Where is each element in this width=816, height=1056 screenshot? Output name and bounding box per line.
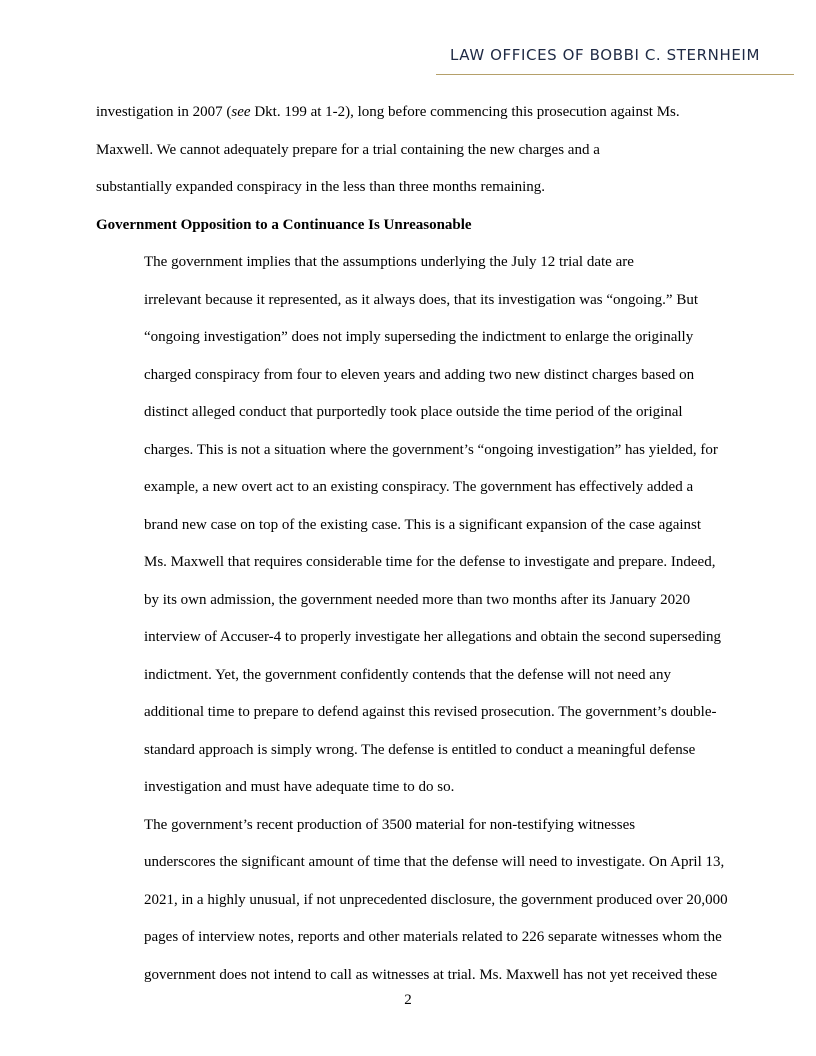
section-heading: Government Opposition to a Continuance Is Unreasonable [96, 216, 472, 233]
citation-signal-see: see [231, 104, 251, 120]
paragraph-2-line: brand new case on top of the existing case. This is a significant expansion of the case against [144, 516, 702, 533]
letterhead-rule [436, 74, 794, 75]
document-body [96, 94, 726, 994]
paragraph-2-line: irrelevant because it represented, as it always does, that its investigation was “ongoing.” But [144, 291, 699, 308]
paragraph-3-line: underscores the significant amount of time that the defense will need to investigate. On April 13, [144, 854, 725, 870]
paragraph-2-line: Ms. Maxwell that requires considerable time for the defense to investigate and prepare. Indeed, [144, 554, 716, 570]
paragraph-1-line-2: Maxwell. We cannot adequately prepare for a trial containing the new charges and a [96, 141, 600, 158]
paragraph-2-line: investigation and must have adequate time to do so. [144, 779, 455, 795]
paragraph-3-line: government does not intend to call as witnesses at trial. Ms. Maxwell has not yet received these [144, 966, 718, 983]
paragraph-2-line: distinct alleged conduct that purportedly took place outside the time period of the original [144, 404, 683, 420]
page-number: 2 [404, 992, 412, 1008]
paragraph-2-line: charged conspiracy from four to eleven years and adding two new distinct charges based on [144, 366, 695, 383]
paragraph-3 [96, 807, 726, 995]
letterhead-firm-name: LAW OFFICES OF BOBBI C. STERNHEIM [449, 46, 760, 64]
paragraph-1-line-1: investigation in 2007 (see Dkt. 199 at 1-2), long before commencing this prosecution against Ms. [96, 104, 680, 120]
paragraph-2-line: charges. This is not a situation where the government’s “ongoing investigation” has yielded, for [144, 441, 718, 458]
paragraph-2-line: indictment. Yet, the government confidently contends that the defense will not need any [144, 666, 671, 683]
paragraph-3-line: 2021, in a highly unusual, if not unprecedented disclosure, the government produced over 20,000 [144, 891, 728, 908]
paragraph-2-line: standard approach is simply wrong. The defense is entitled to conduct a meaningful defense [144, 741, 696, 758]
paragraph-2-line: by its own admission, the government needed more than two months after its January 2020 [144, 591, 691, 608]
paragraph-2-line: interview of Accuser-4 to properly investigate her allegations and obtain the second superseding [144, 629, 722, 645]
paragraph-1-line-3: substantially expanded conspiracy in the less than three months remaining. [96, 179, 546, 195]
paragraph-2-line: additional time to prepare to defend against this revised prosecution. The government’s double- [144, 704, 717, 720]
paragraph-2-line: “ongoing investigation” does not imply superseding the indictment to enlarge the originally [144, 329, 694, 345]
paragraph-1 [96, 94, 726, 207]
paragraph-3-line: The government’s recent production of 3500 material for non-testifying witnesses [144, 816, 636, 833]
paragraph-3-line: pages of interview notes, reports and other materials related to 226 separate witnesses whom the [144, 929, 722, 945]
paragraph-2-line: example, a new overt act to an existing conspiracy. The government has effectively added a [144, 479, 694, 495]
paragraph-2 [96, 244, 726, 807]
paragraph-2-line: The government implies that the assumptions underlying the July 12 trial date are [144, 254, 634, 270]
